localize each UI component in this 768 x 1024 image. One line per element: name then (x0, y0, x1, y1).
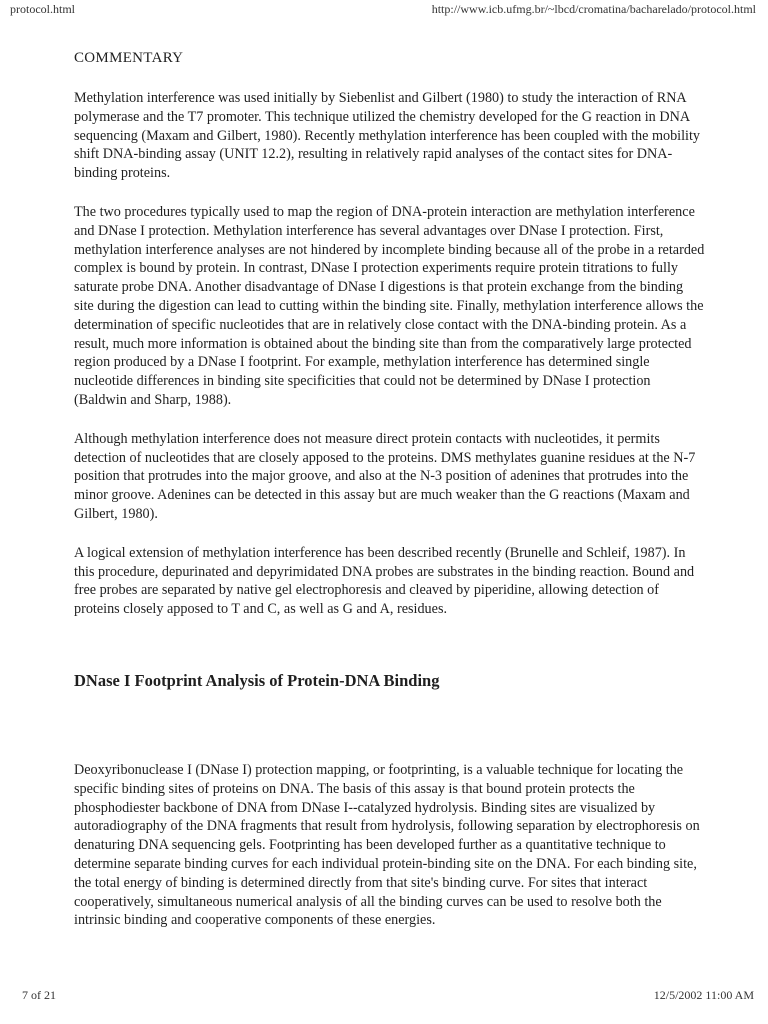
commentary-paragraph-4: A logical extension of methylation interference has been described recently (Brunelle and Schleif, 1987). In this procedure, depurinated and depyrimidated DNA probes are substrates in the binding reaction. Bound and free probes are separated by native gel electrophoresis and cleaved by piperidine, allowing detection of proteins closely apposed to T and C, as well as G and A, residues. (74, 544, 695, 618)
print-footer (22, 988, 754, 1004)
footer-timestamp: 12/5/2002 11:00 AM (653, 988, 754, 1002)
commentary-paragraph-3: Although methylation interference does not measure direct protein contacts with nucleotides, it permits detection of nucleotides that are closely apposed to the proteins. DMS methylates guanine residues at the N-7 position that protrudes into the major groove, and also at the N-3 position of adenines that protrudes into the minor groove. Adenines can be detected in this assay but are much weaker than the G reactions (Maxam and Gilbert, 1980). (74, 430, 696, 522)
header-url[interactable]: http://www.icb.ufmg.br/~lbcd/cromatina/bacharelado/protocol.html (431, 2, 756, 16)
section-paragraph: Deoxyribonuclease I (DNase I) protection mapping, or footprinting, is a valuable technique for locating the specific binding sites of proteins on DNA. The basis of this assay is that bound protein protects the phosphodiester backbone of DNA from DNase I--catalyzed hydrolysis. Binding sites are visualized by autoradiography of the DNA fragments that result from hydrolysis, following separation by electrophoresis on denaturing DNA sequencing gels. Footprinting has been developed further as a quantitative technique to determine separate binding curves for each individual protein-binding site on the DNA. For each binding site, the total energy of binding is determined directly from that site's binding curve. For sites that interact cooperatively, simultaneous numerical analysis of all the binding curves can be used to resolve both the intrinsic binding and cooperative components of these energies. (74, 761, 700, 929)
document-body (74, 50, 706, 950)
print-header (10, 2, 756, 20)
header-page-name: protocol.html (10, 2, 75, 16)
section-heading: DNase I Footprint Analysis of Protein-DNA Binding (74, 670, 440, 690)
commentary-paragraph-1: Methylation interference was used initially by Siebenlist and Gilbert (1980) to study the interaction of RNA polymerase and the T7 promoter. This technique utilized the chemistry developed for the G reaction in DNA sequencing (Maxam and Gilbert, 1980). Recently methylation interference has been coupled with the mobility shift DNA-binding assay (UNIT 12.2), resulting in relatively rapid analyses of the contact sites for DNA-binding proteins. (74, 90, 701, 182)
commentary-paragraph-2: The two procedures typically used to map the region of DNA-protein interaction are methylation interference and DNase I protection. Methylation interference has several advantages over DNase I protection. First, methylation interference analyses are not hindered by incomplete binding because all of the probe in a retarded complex is bound by protein. In contrast, DNase I protection experiments require protein titrations to fully saturate probe DNA. Another disadvantage of DNase I digestions is that protein exchange from the binding site during the digestion can lead to cutting within the binding site. Finally, methylation interference allows the determination of specific nucleotides that are in relatively close contact with the DNA-binding protein. As a result, much more information is obtained about the binding site than from the comparatively large protected region produced by a DNase I footprint. For example, methylation interference has determined single nucleotide differences in binding site specificities that could not be determined by DNase I protection (Baldwin and Sharp, 1988). (74, 203, 705, 408)
commentary-title: COMMENTARY (74, 50, 184, 66)
footer-page-count: 7 of 21 (22, 988, 56, 1002)
